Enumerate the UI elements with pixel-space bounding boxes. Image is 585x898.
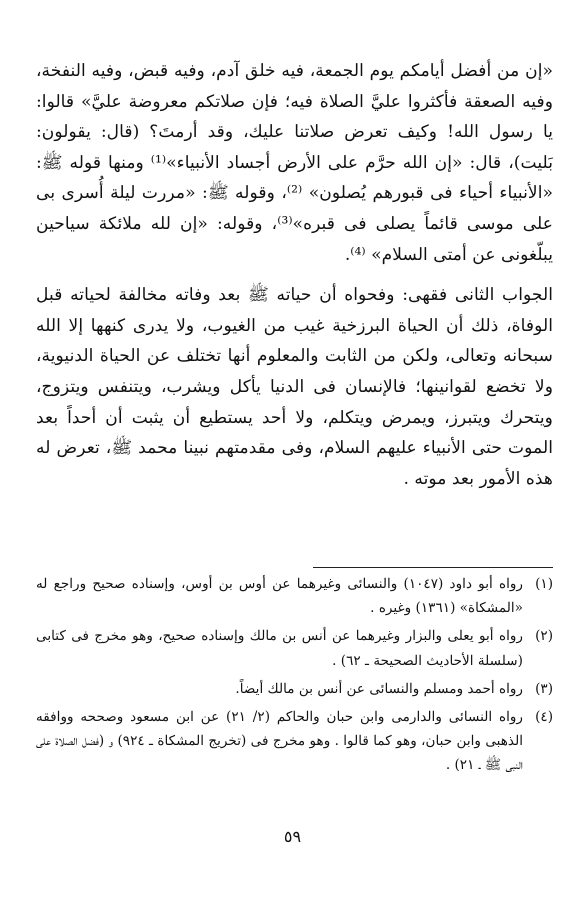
footnote-number: (٤) [535, 709, 553, 726]
paragraph-second-answer: الجواب الثانى فقهى: وفحواه أن حياته ﷺ بعد وفاته مخالفة لحياته قبل الوفاة، ذلك أن الحياة البرزخية غيب من الغيوب، ولا يدرى كنهها إلا الله سبحانه وتعالى، ولكن من الثابت والمعلوم أنها تختلف عن الحياة الدنيوية، ولا تخضع لقوانينها؛ فالإنسان فى الدنيا يأكل ويشرب، ويتنفس ويتزوج، ويتحرك ويتبرز، ويمرض ويتكلم، ولا أحد يستطيع أن يثبت أن أحداً بعد الموت حتى الأنبياء عليهم السلام، وفى مقدمتهم نبينا محمد ﷺ، تعرض له هذه الأمور بعد موته . [36, 285, 553, 489]
footnote-4 [36, 705, 553, 778]
footnote-3 [36, 677, 553, 701]
footnote-text: رواه أبو داود (١٠٤٧) والنسائى وغيرهما عن أوس بن أوس، وإسناده صحيح وراجع له «المشكاة» (١٣٦١) وغيره . [36, 576, 523, 617]
page-number: ٥٩ [283, 827, 302, 846]
paragraph-hadith: «إن من أفضل أيامكم يوم الجمعة، فيه خلق آدم، وفيه قبض، وفيه النفخة، وفيه الصعقة فأكثروا عليَّ الصلاة فيه؛ فإن صلاتكم معروضة عليَّ» قالوا: يا رسول الله! وكيف تعرض صلاتنا عليك، وقد أرمتَ؟ (قال: يقولون: بَليت)، قال: «إن الله حرَّم على الأرض أجساد الأنبياء»⁽¹⁾ ومنها قوله ﷺ: «الأنبياء أحياء فى قبورهم يُصلون» ⁽²⁾، وقوله ﷺ: «مررت ليلة أُسرى بى على موسى قائماً يصلى فى قبره»⁽³⁾، وقوله: «إن لله ملائكة سياحين يبلّغونى عن أمتى السلام» ⁽⁴⁾. [36, 61, 553, 265]
footnote-1 [36, 572, 553, 620]
footnote-text: رواه أبو يعلى والبزار وغيرهما عن أنس بن مالك وإسناده صحيح، وهو مخرج فى كتابى (سلسلة الأحاديث الصحيحة ـ ٦٢) . [36, 628, 523, 669]
footnote-text: رواه أحمد ومسلم والنسائى عن أنس بن مالك أيضاً. [235, 680, 523, 697]
footnote-number: (١) [535, 576, 553, 592]
footnotes [36, 572, 553, 782]
footnote-divider [313, 567, 553, 568]
footnote-number: (٣) [535, 680, 553, 697]
footnote-text: رواه النسائى والدارمى وابن حبان والحاكم (٢/ ٢١) عن ابن مسعود وصححه ووافقه الذهبى وابن حبان، وهو كما قالوا . وهو مخرج فى (تخريج المشكاة ـ ٩٢٤) و (فضل الصلاة على النبى ﷺ ـ ٢١) . [36, 709, 523, 774]
footnote-number: (٢) [535, 628, 553, 645]
main-text [36, 56, 553, 494]
footnote-2 [36, 624, 553, 672]
